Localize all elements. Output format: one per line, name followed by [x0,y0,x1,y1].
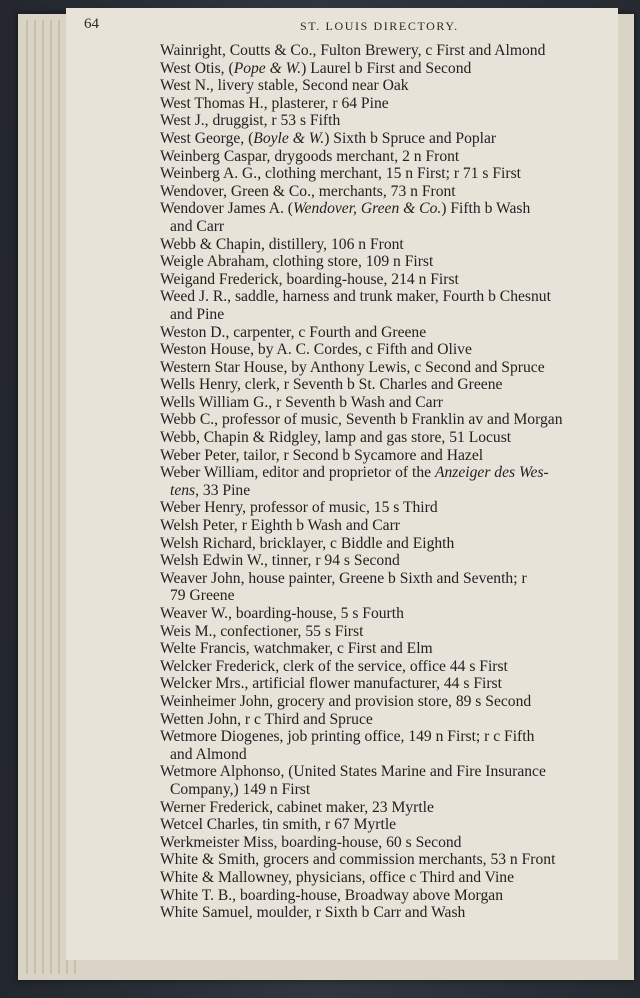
page-edge [58,20,60,974]
directory-entry: West George, (Boyle & W.) Sixth b Spruce and Poplar [160,129,497,147]
directory-entry: Werkmeister Miss, boarding-house, 60 s Second [160,833,462,851]
directory-entry: Weber William, editor and proprietor of the Anzeiger des Wes- tens, 33 Pine [160,464,616,499]
entry-continuation: tens, 33 Pine [170,481,251,499]
directory-entry: Werner Frederick, cabinet maker, 23 Myrtle [160,798,434,816]
directory-entry: Weinberg Caspar, drygoods merchant, 2 n Front [160,147,460,165]
directory-entry: Webb, Chapin & Ridgley, lamp and gas store, 51 Locust [160,429,512,447]
italic-text: Wendover, Green & Co. [293,200,442,218]
italic-text: Boyle & W. [253,129,325,147]
directory-entry: West J., druggist, r 53 s Fifth [160,112,341,130]
entry-continuation: Company,) 149 n First [170,780,311,798]
directory-entry: Webb & Chapin, distillery, 106 n Front [160,235,404,253]
directory-entry: White & Mallowney, physicians, office c Third and Vine [160,868,515,886]
directory-entry: Weis M., confectioner, 55 s First [160,622,364,640]
directory-entry: White Samuel, moulder, r Sixth b Carr and Wash [160,904,466,922]
directory-entry: Welcker Frederick, clerk of the service, office 44 s First [160,657,508,675]
entry-continuation: and Pine [170,305,225,323]
entry-continuation: and Almond [170,745,247,763]
entry-continuation: and Carr [170,217,225,235]
directory-entry: Weber Henry, professor of music, 15 s Third [160,499,438,517]
directory-entry: Wetcel Charles, tin smith, r 67 Myrtle [160,816,397,834]
directory-entry: Welsh Peter, r Eighth b Wash and Carr [160,517,400,535]
directory-entry: West Thomas H., plasterer, r 64 Pine [160,94,389,112]
directory-entry: Western Star House, by Anthony Lewis, c Second and Spruce [160,358,545,376]
directory-entry: Wells Henry, clerk, r Seventh b St. Charles and Greene [160,376,503,394]
directory-entry: Wetmore Alphonso, (United States Marine and Fire Insurance Company,) 149 n First [160,763,616,798]
directory-entry: Weigle Abraham, clothing store, 109 n First [160,253,434,271]
directory-entry: Weaver John, house painter, Greene b Sixth and Seventh; r 79 Greene [160,570,616,605]
page-edge [26,20,28,974]
directory-entry: Webb C., professor of music, Seventh b Franklin av and Morgan [160,411,563,429]
directory-entry: West Otis, (Pope & W.) Laurel b First and Second [160,59,472,77]
directory-entry: Weinberg A. G., clothing merchant, 15 n First; r 71 s First [160,165,521,183]
directory-entry: Wetten John, r c Third and Spruce [160,710,373,728]
directory-entry: Wendover James A. (Wendover, Green & Co.) Fifth b Wash and Carr [160,200,616,235]
directory-entry: Weston House, by A. C. Cordes, c Fifth and Olive [160,341,472,359]
directory-entry: White T. B., boarding-house, Broadway above Morgan [160,886,503,904]
running-head: ST. LOUIS DIRECTORY. [300,19,459,33]
directory-entry: Weaver W., boarding-house, 5 s Fourth [160,605,404,622]
directory-entry: Welsh Edwin W., tinner, r 94 s Second [160,552,400,570]
directory-entry: Wells William G., r Seventh b Wash and Carr [160,393,443,411]
directory-entry: Welcker Mrs., artificial flower manufacturer, 44 s First [160,675,502,693]
page-number: 64 [84,16,99,32]
page-edge [42,20,44,974]
directory-entry: Wainright, Coutts & Co., Fulton Brewery, c First and Almond [160,42,546,59]
page-edge [34,20,36,974]
directory-entry: Welte Francis, watchmaker, c First and Elm [160,640,433,658]
directory-entry: White & Smith, grocers and commission merchants, 53 n Front [160,851,556,869]
directory-entry: Weigand Frederick, boarding-house, 214 n First [160,270,459,288]
italic-text: Pope & W. [233,59,302,77]
directory-entry: Weinheimer John, grocery and provision store, 89 s Second [160,692,532,710]
italic-text: Anzeiger des Wes- [434,464,549,482]
directory-entries [160,42,616,922]
page-edge [50,20,52,974]
directory-entry: Weed J. R., saddle, harness and trunk maker, Fourth b Chesnut and Pine [160,288,616,323]
directory-entry: Weston D., carpenter, c Fourth and Greene [160,323,427,341]
italic-text: tens [170,481,196,499]
directory-entry: West N., livery stable, Second near Oak [160,77,409,95]
directory-entry: Wendover, Green & Co., merchants, 73 n Front [160,182,456,200]
entry-continuation: 79 Greene [170,587,235,605]
directory-entry: Wetmore Diogenes, job printing office, 149 n First; r c Fifth and Almond [160,728,616,763]
directory-entry: Weber Peter, tailor, r Second b Sycamore and Hazel [160,446,484,464]
directory-entry: Welsh Richard, bricklayer, c Biddle and Eighth [160,534,455,552]
